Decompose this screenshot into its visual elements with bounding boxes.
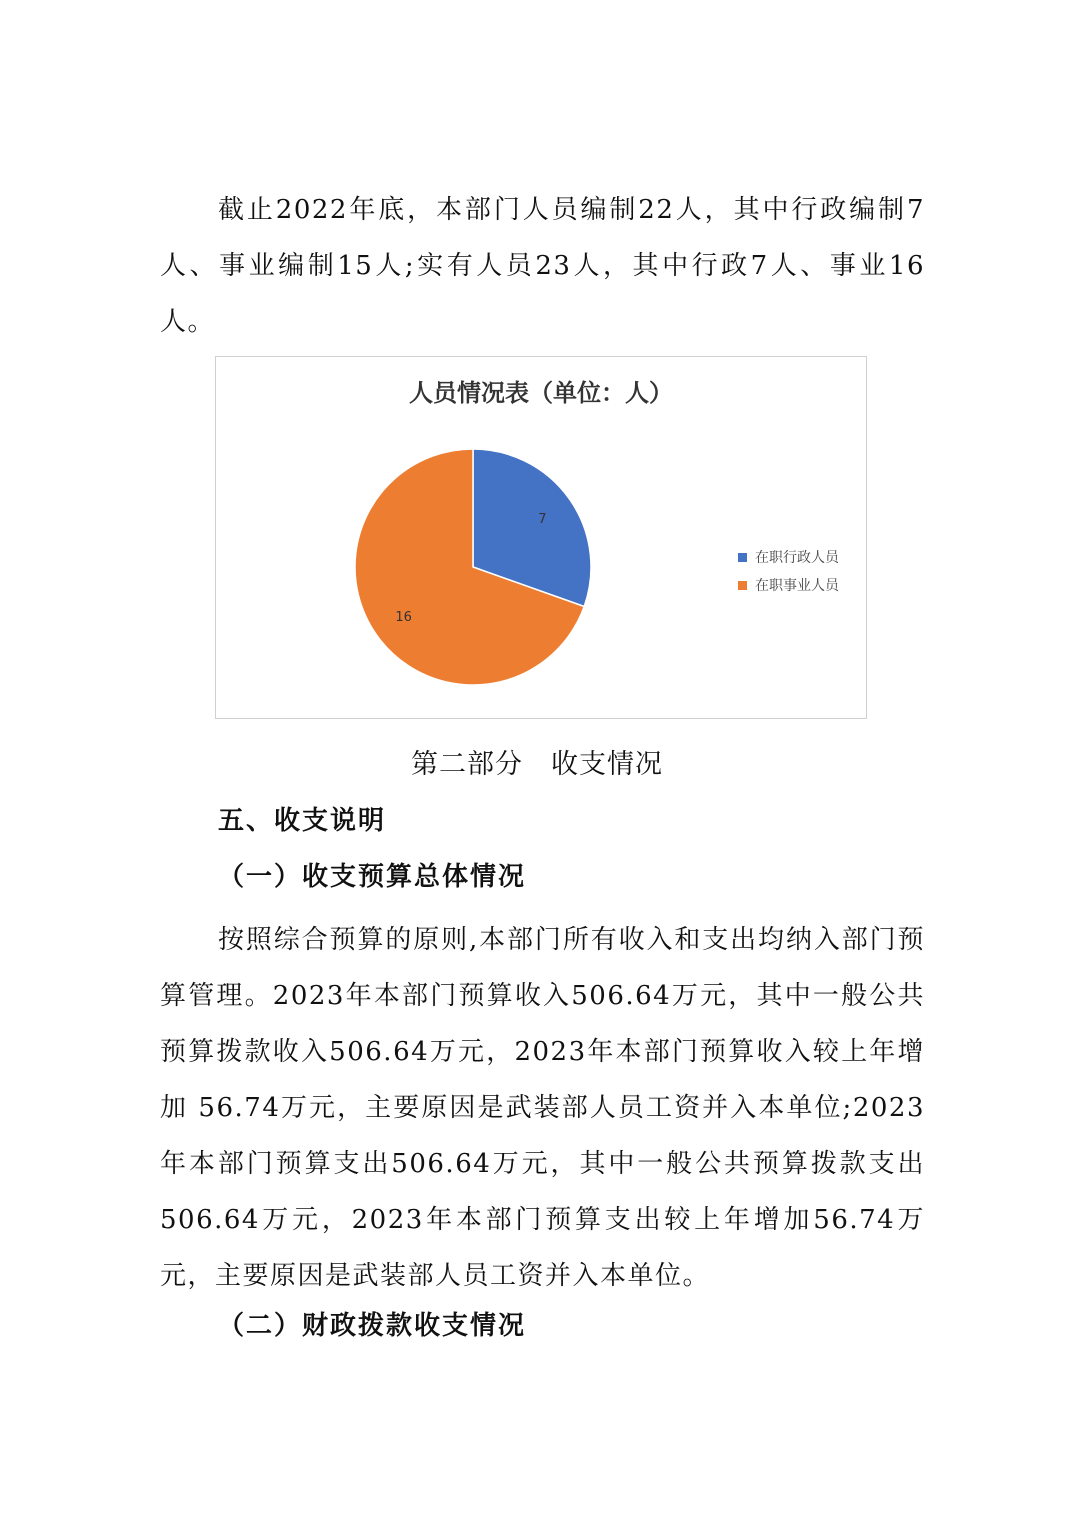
legend-swatch-admin (738, 553, 747, 562)
legend-label-admin: 在职行政人员 (755, 550, 839, 566)
staffing-paragraph: 截止2022年底，本部门人员编制22人，其中行政编制7人、事业编制15人;实有人员23人，其中行政7人、事业16人。 (160, 195, 925, 337)
subsection-heading-1: （一）收支预算总体情况 (218, 862, 527, 892)
budget-paragraph: 按照综合预算的原则,本部门所有收入和支出均纳入部门预算管理。2023年本部门预算收入506.64万元，其中一般公共预算拨款收入506.64万元，2023年本部门预算收入较上年增加 56.74万元，主要原因是武装部人员工资并入本单位;2023年本部门预算支出506.64万元，其中一般公共预算拨款支出506.64万元，2023年本部门预算支出较上年增加56.74万元，主要原因是武装部人员工资并入本单位。 (160, 925, 925, 1291)
data-label-admin: 7 (538, 512, 547, 528)
data-label-institution: 16 (395, 609, 412, 625)
legend-item-institution (738, 571, 839, 599)
part-heading: 第二部分 收支情况 (411, 749, 663, 780)
section-heading: 五、收支说明 (218, 806, 387, 836)
staff-pie-chart (215, 356, 867, 719)
subsection-heading-2: （二）财政拨款收支情况 (218, 1311, 527, 1341)
legend-item-admin (738, 543, 839, 571)
legend-label-institution: 在职事业人员 (755, 578, 839, 594)
legend-swatch-institution (738, 581, 747, 590)
chart-title: 人员情况表（单位：人） (409, 379, 673, 407)
pie-svg (216, 357, 868, 720)
chart-legend (738, 543, 839, 599)
